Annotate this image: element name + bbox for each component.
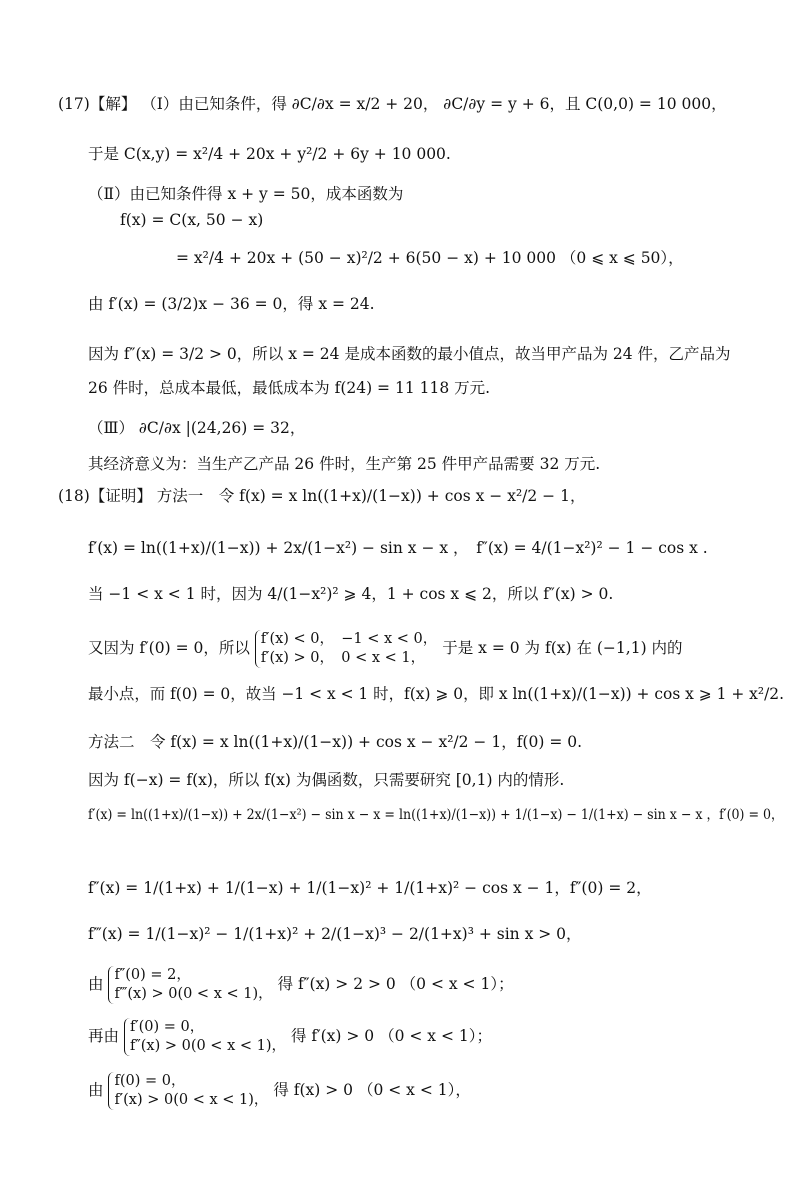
p17-l9: （Ⅲ） ∂C/∂x |(24,26) = 32， bbox=[88, 419, 306, 437]
system-brace-2 bbox=[124, 1018, 286, 1056]
p18-l6: 方法二 令 f(x) = x ln((1+x)/(1−x)) + cos x − x²/2 − 1，f(0) = 0. bbox=[88, 733, 583, 751]
problem-17-line-5 bbox=[176, 250, 684, 267]
problem-17-line-8 bbox=[88, 380, 490, 397]
problem-18-line-8 bbox=[88, 808, 784, 823]
p18-l5: 最小点，而 f(0) = 0，故当 −1 < x < 1 时，f(x) ⩾ 0，即 x ln((1+x)/(1−x)) + cos x ⩾ 1 + x²/2. bbox=[88, 685, 785, 703]
p18-l12b2: f″(x) > 0(0 < x < 1)， bbox=[129, 1037, 286, 1054]
p18-l9: f″(x) = 1/(1+x) + 1/(1−x) + 1/(1−x)² + 1/(1+x)² − cos x − 1，f″(0) = 2， bbox=[88, 879, 652, 897]
p18-l3: 当 −1 < x < 1 时，因为 4/(1−x²)² ⩾ 4，1 + cos x ⩽ 2，所以 f″(x) > 0. bbox=[88, 585, 614, 603]
problem-17-line-9 bbox=[88, 420, 305, 437]
problem-18-line-3 bbox=[88, 586, 613, 603]
problem-18-line-11 bbox=[88, 966, 514, 1004]
problem-17-line-6 bbox=[88, 296, 375, 313]
p17-l10: 其经济意义为：当生产乙产品 26 件时，生产第 25 件甲产品需要 32 万元. bbox=[88, 455, 601, 473]
p18-l11b2: f‴(x) > 0(0 < x < 1)， bbox=[114, 985, 273, 1002]
p17-l5: = x²/4 + 20x + (50 − x)²/2 + 6(50 − x) + 10 000 （0 ⩽ x ⩽ 50）， bbox=[176, 249, 684, 267]
p18-l4b1: f′(x) < 0， −1 < x < 0， bbox=[260, 631, 438, 647]
p18-l11b1: f″(0) = 2， bbox=[114, 967, 191, 983]
problem-18-line-6 bbox=[88, 734, 582, 751]
problem-17-line-7 bbox=[88, 346, 731, 363]
problem-17-line-4 bbox=[120, 212, 263, 229]
p18-l13a: 由 bbox=[88, 1080, 104, 1099]
p18-l12b1: f′(0) = 0， bbox=[129, 1019, 205, 1035]
p17-l8: 26 件时，总成本最低，最低成本为 f(24) = 11 118 万元. bbox=[88, 379, 491, 397]
system-brace-3 bbox=[108, 1072, 268, 1110]
problem-18-line-2 bbox=[88, 540, 708, 557]
p18-l12a: 再由 bbox=[88, 1026, 120, 1045]
problem-18-line-9 bbox=[88, 880, 652, 897]
problem-17-line-3 bbox=[88, 186, 403, 203]
p17-l1: (17)【解】 （Ⅰ）由已知条件，得 ∂C/∂x = x/2 + 20， ∂C/∂y = y + 6，且 C(0,0) = 10 000， bbox=[58, 95, 727, 113]
problem-18-line-5 bbox=[88, 686, 784, 703]
system-brace-1 bbox=[108, 966, 272, 1004]
problem-17-line-1 bbox=[58, 96, 727, 113]
p17-l2: 于是 C(x,y) = x²/4 + 20x + y²/2 + 6y + 10 000. bbox=[88, 145, 451, 163]
p18-l4a: 又因为 f′(0) = 0，所以 bbox=[88, 638, 250, 657]
p18-l11a: 由 bbox=[88, 974, 104, 993]
problem-17-line-10 bbox=[88, 456, 600, 473]
problem-18-line-13 bbox=[88, 1072, 471, 1110]
problem-18-line-1 bbox=[58, 488, 585, 505]
p17-l3: （Ⅱ）由已知条件得 x + y = 50，成本函数为 bbox=[88, 185, 404, 203]
p17-l7: 因为 f″(x) = 3/2 > 0，所以 x = 24 是成本函数的最小值点，故当甲产品为 24 件，乙产品为 bbox=[88, 345, 731, 363]
p18-l2: f′(x) = ln((1+x)/(1−x)) + 2x/(1−x²) − sin x − x ， f″(x) = 4/(1−x²)² − 1 − cos x . bbox=[88, 539, 708, 557]
p18-l13b1: f(0) = 0， bbox=[114, 1073, 186, 1089]
p18-l1: (18)【证明】 方法一 令 f(x) = x ln((1+x)/(1−x)) + cos x − x²/2 − 1， bbox=[58, 487, 586, 505]
p18-l13b2: f′(x) > 0(0 < x < 1)， bbox=[114, 1091, 269, 1108]
problem-18-line-10 bbox=[88, 926, 582, 943]
p18-l12c: 得 f′(x) > 0 （0 < x < 1）； bbox=[290, 1026, 492, 1045]
problem-18-line-4 bbox=[88, 630, 683, 668]
p18-l7: 因为 f(−x) = f(x)，所以 f(x) 为偶函数，只需要研究 [0,1) 内的情形. bbox=[88, 771, 565, 789]
p17-l6: 由 f′(x) = (3/2)x − 36 = 0，得 x = 24. bbox=[88, 295, 375, 313]
problem-17-line-2 bbox=[88, 146, 451, 163]
p18-l13c: 得 f(x) > 0 （0 < x < 1）， bbox=[273, 1080, 471, 1099]
p18-l4b2: f′(x) > 0， 0 < x < 1， bbox=[260, 649, 426, 666]
problem-18-line-7 bbox=[88, 772, 564, 789]
problem-18-line-12 bbox=[88, 1018, 492, 1056]
p18-l11c: 得 f″(x) > 2 > 0 （0 < x < 1）； bbox=[277, 974, 514, 993]
p18-l10: f‴(x) = 1/(1−x)² − 1/(1+x)² + 2/(1−x)³ − 2/(1+x)³ + sin x > 0， bbox=[88, 925, 582, 943]
p17-l4: f(x) = C(x, 50 − x) bbox=[120, 211, 264, 229]
p18-l4c: 于是 x = 0 为 f(x) 在 (−1,1) 内的 bbox=[442, 638, 683, 657]
p18-l8: f′(x) = ln((1+x)/(1−x)) + 2x/(1−x²) − sin x − x = ln((1+x)/(1−x)) + 1/(1−x) − 1/(1+x) − sin x − x ，f′(0) = 0， bbox=[88, 807, 784, 823]
piecewise-brace bbox=[255, 630, 438, 668]
